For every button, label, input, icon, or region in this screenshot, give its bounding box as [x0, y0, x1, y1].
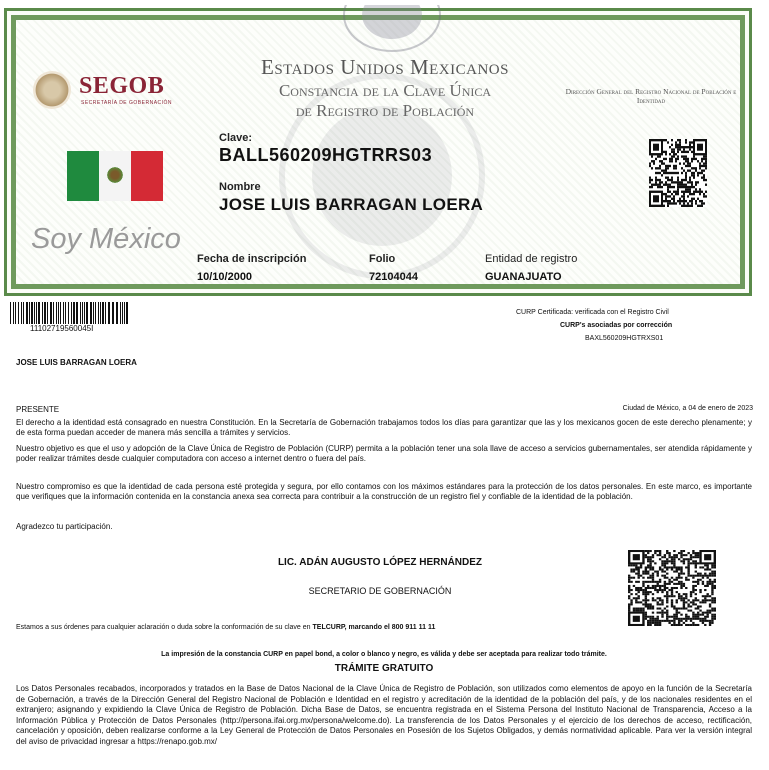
- issuing-office: Dirección General del Registro Nacional de Población e Identidad: [565, 87, 737, 105]
- curp-certificate-card: [4, 8, 752, 296]
- curp-asociada-value: BAXL560209HGTRXS01: [585, 335, 664, 342]
- segob-subtitle: SECRETARÍA DE GOBERNACIÓN: [81, 100, 173, 106]
- qr-code-icon: [649, 139, 707, 207]
- folio-label: Folio: [369, 253, 396, 265]
- telcurp-phone: TELCURP, marcando el 800 911 11 11: [312, 624, 436, 631]
- tramite-gratuito: TRÁMITE GRATUITO: [334, 663, 434, 674]
- privacy-notice: Los Datos Personales recabados, incorporados y tratados en la Base de Datos Nacional de la Clave Única de Registro de Población, son utilizados como elementos de apoyo en la función de la Secretaría de Gobernación, a través de la Dirección General del Registro Nacional de Población e Identidad en el registro y acreditación de la identidad de la población del país, y de los nacionales residentes en el extranjero; asignando y expidiendo la Clave Única de Registro de Población. Dicha Base de Datos, se encuentra registrada en el Sistema Persona del Instituto Nacional de Transparencia, Acceso a la Información Pública y Protección de Datos Personales (http://persona.ifai.org.mx/persona/welcome.do). La transferencia de los Datos Personales y el ejercicio de los derechos de acceso, rectificación, cancelación y oposición, deben realizarse conforme a la Ley General de Protección de Datos Personales en Posesión de los Sujetos Obligados, y demás normatividad aplicable. Para ver la versión integral del aviso de privacidad ingresar a https://renapo.gob.mx/: [16, 684, 752, 746]
- clave-value: BALL560209HGTRRS03: [219, 145, 433, 165]
- document-title: Estados Unidos Mexicanos: [261, 55, 509, 79]
- contact-line: [16, 624, 435, 631]
- segob-logo: [33, 71, 203, 115]
- fecha-inscripcion-label: Fecha de inscripción: [197, 253, 307, 265]
- printing-notice: La impresión de la constancia CURP en papel bond, a color o blanco y negro, es válida y debe ser aceptada para realizar todo trámite.: [161, 651, 607, 658]
- letter-paragraph-2: Nuestro objetivo es que el uso y adopción de la Clave Única de Registro de Población (CURP) permita a la población tener una sola llave de acceso a servicios gubernamentales, ser atendida rápidamente y poder realizar trámites desde cualquier computadora con acceso a internet dentro o fuera del país.: [16, 444, 752, 463]
- nombre-value: JOSE LUIS BARRAGAN LOERA: [219, 195, 484, 214]
- national-seal-icon: [337, 5, 447, 53]
- qr-code-bottom-icon: [628, 550, 716, 626]
- clave-label: Clave:: [219, 132, 253, 144]
- letter-paragraph-1: El derecho a la identidad está consagrado en nuestra Constitución. En la Secretaría de Gobernación trabajamos todos los días para garantizar que las y los mexicanos gocen de este derecho plenamente; y de esta forma puedan acceder de manera más sencilla a trámites y servicios.: [16, 418, 752, 437]
- mexico-flag-icon: [67, 151, 163, 201]
- letter-paragraph-3: Nuestro compromiso es que la identidad de cada persona esté protegida y segura, por ello contamos con los máximos estándares para la protección de los datos personales. En este marco, es importante que verifiques que la información contenida en la constancia anexa sea correcta para contribuir a la construcción de un registro fiel y confiable de la identidad de la población.: [16, 482, 752, 501]
- curp-asociadas-label: CURP's asociadas por corrección: [560, 322, 673, 329]
- signatory-name: LIC. ADÁN AUGUSTO LÓPEZ HERNÁNDEZ: [277, 557, 483, 568]
- document-subtitle-line1: Constancia de la Clave Única: [278, 81, 492, 100]
- curp-certificada: CURP Certificada: verificada con el Registro Civil: [516, 309, 669, 316]
- entidad-registro-label: Entidad de registro: [485, 253, 578, 265]
- fecha-inscripcion-value: 10/10/2000: [197, 271, 253, 283]
- soy-mexico-slogan: Soy México: [31, 223, 181, 255]
- segob-emblem-icon: [33, 71, 71, 109]
- presente-label: PRESENTE: [16, 405, 60, 414]
- barcode-number: 11102719560045I: [30, 324, 94, 333]
- folio-value: 72104044: [369, 271, 418, 283]
- letter-date: Ciudad de México, a 04 de enero de 2023: [622, 405, 753, 412]
- document-subtitle-line2: de Registro de Población: [295, 101, 475, 120]
- letter-paragraph-4: Agradezco tu participación.: [16, 522, 113, 531]
- contact-text: Estamos a sus órdenes para cualquier aclaración o duda sobre la conformación de su clave en: [16, 624, 313, 631]
- segob-name: SEGOB: [79, 73, 165, 99]
- recipient-name: JOSE LUIS BARRAGAN LOERA: [16, 358, 137, 367]
- entidad-registro-value: GUANAJUATO: [485, 271, 562, 283]
- signatory-title: SECRETARIO DE GOBERNACIÓN: [308, 586, 452, 596]
- nombre-label: Nombre: [219, 181, 261, 193]
- barcode-icon: [10, 302, 130, 324]
